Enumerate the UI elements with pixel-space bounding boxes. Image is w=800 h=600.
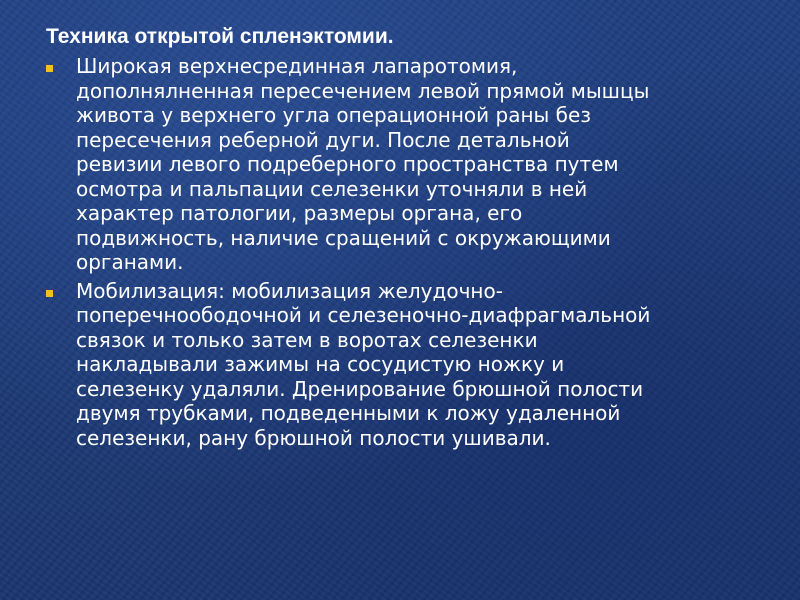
square-bullet-icon	[46, 65, 53, 72]
bullet-item	[46, 279, 758, 451]
bullet-list	[46, 54, 758, 454]
bullet-text: Широкая верхнесрединная лапаротомия, дополнялненная пересечением левой прямой мышцы живота у верхнего угла операционной раны без пересечения реберной дуги. После детальной ревизии левого подреберного пространства путем осмотра и пальпации селезенки уточняли в ней характер патологии, размеры органа, его подвижность, наличие сращений с окружающими органами.	[76, 54, 650, 274]
bullet-item	[46, 54, 758, 275]
square-bullet-icon	[46, 290, 53, 297]
bullet-text: Мобилизация: мобилизация желудочно- поперечноободочной и селезеночно-диафрагмальной связок и только затем в воротах селезенки накладывали зажимы на сосудистую ножку и селезенку удаляли. Дренирование брюшной полости двумя трубками, подведенными к ложу удаленной селезенки, рану брюшной полости ушивали.	[76, 278, 651, 450]
slide-title: Техника открытой спленэктомии.	[46, 25, 394, 48]
